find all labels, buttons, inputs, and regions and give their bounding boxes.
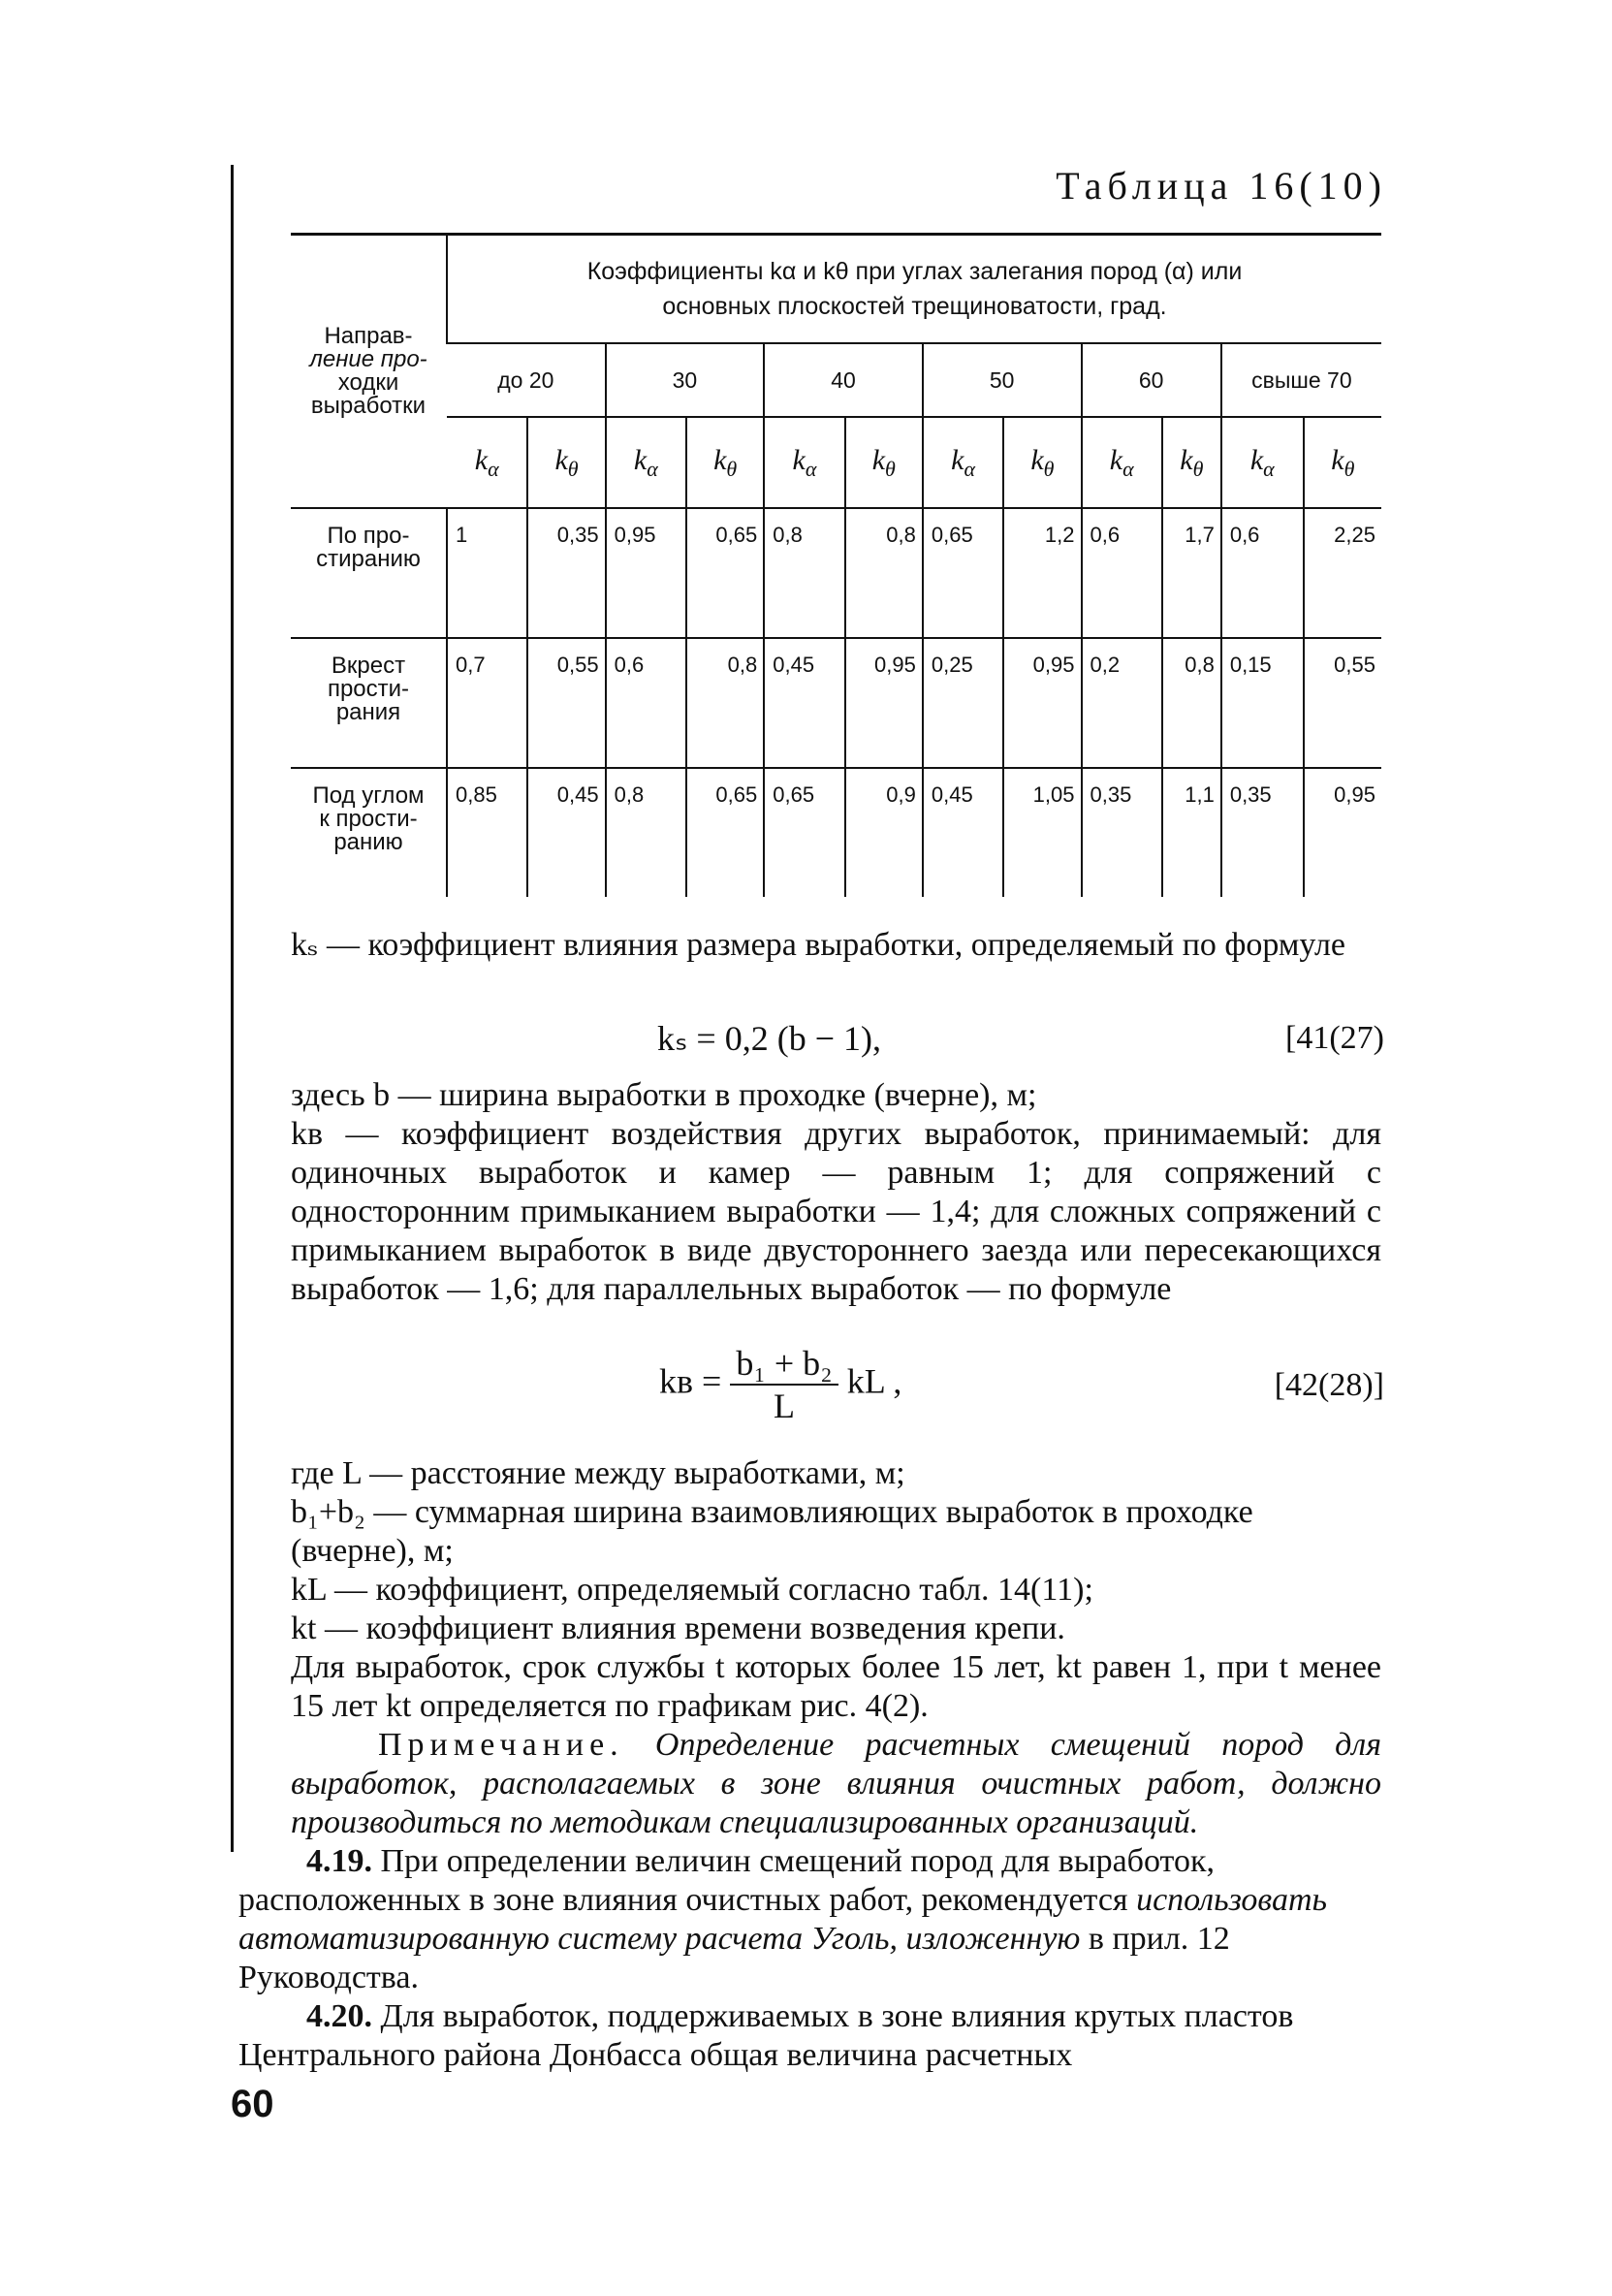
left-margin-rule — [231, 165, 234, 1852]
table-cell: 0,7 — [447, 638, 527, 768]
table-title: Таблица 16(10) — [1056, 164, 1387, 207]
k-alpha-header: $k_\alpha$ — [1082, 417, 1162, 508]
note-paragraph: Примечание. Определение расчетных смещений пород для выработок, располагаемых в зоне влияния очистных работ, должно производиться по методикам специализированных организаций. — [291, 1727, 1382, 1840]
table-cell: 0,65 — [764, 768, 844, 897]
paragraph-4-20: 4.20. Для выработок, поддерживаемых в зоне влияния крутых пластов Центрального района Донбасса общая величина расчетных — [238, 1998, 1294, 2073]
table-cell: 0,55 — [1304, 638, 1381, 768]
formula-42-number: [42(28)] — [1274, 1367, 1384, 1403]
table-cell: 0,35 — [1082, 768, 1162, 897]
table-cell: 1 — [447, 508, 527, 638]
angle-header: 50 — [923, 343, 1082, 417]
table-cell: 0,35 — [1221, 768, 1304, 897]
table-cell: 0,65 — [686, 768, 764, 897]
k-theta-header: $k_\theta$ — [1162, 417, 1221, 508]
angle-header: 40 — [764, 343, 923, 417]
k-alpha-header: $k_\alpha$ — [1221, 417, 1304, 508]
k-alpha-header: $k_\alpha$ — [923, 417, 1003, 508]
b-definition: здесь b — ширина выработки в проходке (вчерне), м; kв — коэффициент воздействия других выработок, принимаемый: для одиночных выработок и камер — равным 1; для сопряжений с односторонним примыканием выработки — 1,4; для сложных сопряжений с примыканием выработок в виде двустороннего заезда или пересекающихся выработок — 1,6; для параллельных выработок — по формуле — [291, 1077, 1381, 1307]
table-cell: 0,95 — [606, 508, 686, 638]
table-cell: 0,95 — [1304, 768, 1381, 897]
k-theta-header: $k_\theta$ — [1304, 417, 1381, 508]
k-alpha-header: $k_\alpha$ — [474, 443, 499, 481]
table-row — [291, 508, 1381, 638]
row-label: Вкрест прости- рания — [291, 638, 447, 768]
angle-header: 30 — [606, 343, 765, 417]
table-cell: 0,65 — [686, 508, 764, 638]
table-cell: 0,65 — [923, 508, 1003, 638]
table-cell: 0,95 — [845, 638, 923, 768]
table-cell: 1,1 — [1162, 768, 1221, 897]
table-cell: 0,8 — [845, 508, 923, 638]
k-theta-header: $k_\theta$ — [1003, 417, 1081, 508]
definitions-block: где L — расстояние между выработками, м; b₁+b₂ — суммарная ширина взаимовлияющих выработок в проходке (вчерне), м; kL — коэффициент, определяемый согласно табл. 14(11); kt — коэффициент влияния времени возведения крепи. Для выработок, срок службы t которых более 15 лет, kt равен 1, при t менее 15 лет kt определяется по графикам рис. 4(2). Примечание. Определение расчетных смещений пород для выработок, располагаемых в зоне влияния очистных работ, должно производиться по методикам специализированных организаций. — [291, 1455, 1382, 1840]
coefficients-table — [291, 233, 1381, 897]
table-cell: 0,25 — [923, 638, 1003, 768]
k-alpha-header: $k_\alpha$ — [764, 417, 844, 508]
angle-header: 60 — [1082, 343, 1221, 417]
table-cell: 0,8 — [686, 638, 764, 768]
table-cell: 0,9 — [845, 768, 923, 897]
k-alpha-header: $k_\alpha$ — [606, 417, 686, 508]
table-cell: 0,85 — [447, 768, 527, 897]
formula-42: kв = $\frac{\text{b₁ + b₂}}{L}$ kL , — [659, 1344, 902, 1425]
table-cell: 0,55 — [527, 638, 605, 768]
direction-header: Направ- ление про- ходки выработки — [291, 235, 447, 509]
row-label: Под углом к прости- ранию — [291, 768, 447, 897]
table-cell: 2,25 — [1304, 508, 1381, 638]
formula-41-number: [41(27) — [1285, 1020, 1384, 1056]
table-cell: 1,7 — [1162, 508, 1221, 638]
table-row — [291, 638, 1381, 768]
k-theta-header: $k_\theta$ — [527, 417, 605, 508]
table-cell: 0,8 — [1162, 638, 1221, 768]
table-row — [291, 768, 1381, 897]
table-cell: 0,45 — [764, 638, 844, 768]
table-cell: 1,05 — [1003, 768, 1081, 897]
angle-header: свыше 70 — [1221, 343, 1381, 417]
page-number: 60 — [231, 2083, 274, 2125]
k-theta-header: $k_\theta$ — [845, 417, 923, 508]
angle-header: до 20 — [447, 343, 606, 417]
table-cell: 0,15 — [1221, 638, 1304, 768]
table-cell: 0,45 — [923, 768, 1003, 897]
row-label: По про- стиранию — [291, 508, 447, 638]
table-cell: 0,8 — [764, 508, 844, 638]
coefficients-header: Коэффициенты kα и kθ при углах залегания пород (α) или основных плоскостей трещиноватости, град. — [447, 235, 1381, 344]
ks-definition: kₛ — коэффициент влияния размера выработки, определяемый по формуле — [291, 927, 1345, 963]
paragraph-4-19: 4.19. При определении величин смещений пород для выработок, расположенных в зоне влияния очистных работ, рекомендуется использовать автоматизированную систему расчета Уголь, изложенную в прил. 12 Руководства. — [238, 1843, 1327, 1995]
table-cell: 0,95 — [1003, 638, 1081, 768]
table-cell: 0,35 — [527, 508, 605, 638]
table-cell: 0,45 — [527, 768, 605, 897]
table-cell: 1,2 — [1003, 508, 1081, 638]
k-theta-header: $k_\theta$ — [686, 417, 764, 508]
table-cell: 0,2 — [1082, 638, 1162, 768]
table-cell: 0,6 — [1082, 508, 1162, 638]
formula-41: kₛ = 0,2 (b − 1), — [657, 1019, 882, 1058]
table-cell: 0,8 — [606, 768, 686, 897]
table-cell: 0,6 — [606, 638, 686, 768]
table-cell: 0,6 — [1221, 508, 1304, 638]
